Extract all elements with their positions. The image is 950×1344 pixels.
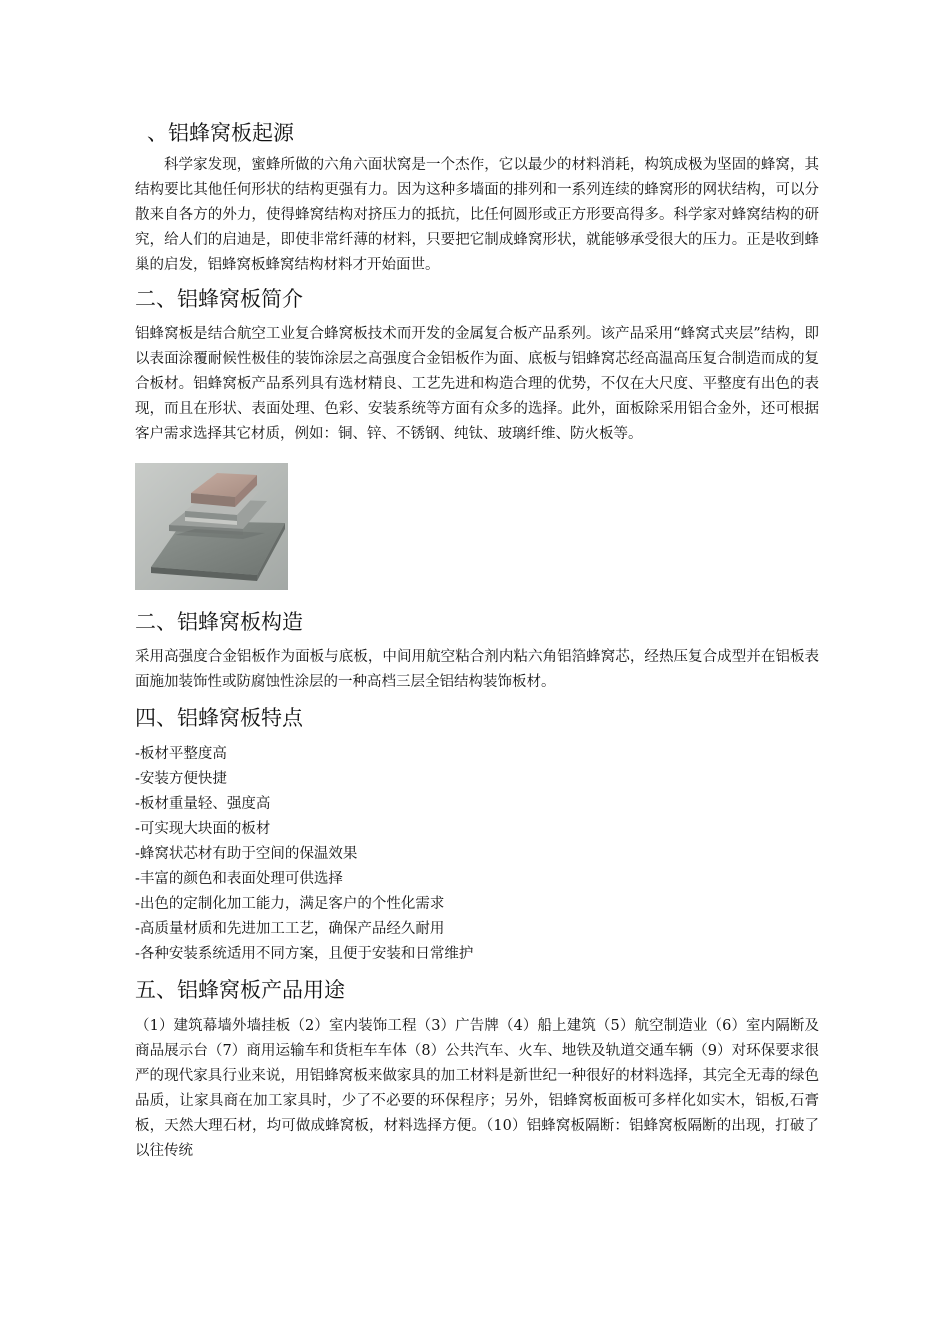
section-paragraph-applications: （1）建筑幕墙外墙挂板（2）室内装饰工程（3）广告牌（4）船上建筑（5）航空制造业（6）室内隔断及商品展示台（7）商用运输车和货柜车车体（8）公共汽车、火车、地铁及轨道交通车辆（9）对环保要求很严的现代家具行业来说，用铝蜂窝板来做家具的加工材料是新世纪一种很好的材料选择，其完全无毒的绿色品质，让家具商在加工家具时，少了不必要的环保程序；另外，铝蜂窝板面板可多样化如实木，铝板,石膏板，天然大理石材，均可做成蜂窝板，材料选择方便。（10）铝蜂窝板隔断：铝蜂窝板隔断的出现，打破了以往传统 — [135, 1018, 819, 1159]
section-paragraph-structure: 采用高强度合金铝板作为面板与底板，中间用航空粘合剂内粘六角铝箔蜂窝芯，经热压复合成型并在铝板表面施加装饰性或防腐蚀性涂层的一种高档三层全铝结构装饰板材。 — [135, 649, 819, 690]
list-item: -丰富的颜色和表面处理可供选择 — [135, 871, 343, 887]
list-item: -可实现大块面的板材 — [135, 821, 271, 837]
list-item: -板材重量轻、强度高 — [135, 796, 271, 812]
section-heading-structure: 二、铝蜂窝板构造 — [135, 610, 303, 634]
list-item: -高质量材质和先进加工工艺，确保产品经久耐用 — [135, 921, 445, 937]
section-heading-applications: 五、铝蜂窝板产品用途 — [135, 978, 345, 1002]
list-item: -安装方便快捷 — [135, 771, 227, 787]
list-item: -出色的定制化加工能力，满足客户的个性化需求 — [135, 896, 445, 912]
section-paragraph-intro: 铝蜂窝板是结合航空工业复合蜂窝板技术而开发的金属复合板产品系列。该产品采用“蜂窝式夹层”结构，即以表面涂覆耐候性极佳的装饰涂层之高强度合金铝板作为面、底板与铝蜂窝芯经高温高压复合制造而成的复合板材。铝蜂窝板产品系列具有选材精良、工艺先进和构造合理的优势，不仅在大尺度、平整度有出色的表现，而且在形状、表面处理、色彩、安装系统等方面有众多的选择。此外，面板除采用铝合金外，还可根据客户需求选择其它材质，例如：铜、锌、不锈钢、纯钛、玻璃纤维、防火板等。 — [135, 326, 819, 442]
feature-list — [135, 742, 819, 967]
panel-sample-photo — [135, 463, 288, 590]
list-item: -蜂窝状芯材有助于空间的保温效果 — [135, 846, 358, 862]
section-heading-origin: 、铝蜂窝板起源 — [147, 121, 294, 145]
section-paragraph-origin: 科学家发现，蜜蜂所做的六角六面状窝是一个杰作，它以最少的材料消耗，构筑成极为坚固的蜂窝，其结构要比其他任何形状的结构更强有力。因为这种多墙面的排列和一系列连续的蜂窝形的网状结构，可以分散来自各方的外力，使得蜂窝结构对挤压力的抵抗，比任何圆形或正方形要高得多。科学家对蜂窝结构的研究，给人们的启迪是，即使非常纤薄的材料，只要把它制成蜂窝形状，就能够承受很大的压力。正是收到蜂巢的启发，铝蜂窝板蜂窝结构材料才开始面世。 — [135, 157, 819, 273]
list-item: -各种安装系统适用不同方案，且便于安装和日常维护 — [135, 946, 474, 962]
list-item: -板材平整度高 — [135, 746, 227, 762]
section-heading-intro: 二、铝蜂窝板简介 — [135, 287, 303, 311]
document-body — [135, 115, 819, 1164]
section-heading-features: 四、铝蜂窝板特点 — [135, 706, 303, 730]
panel-sample-photo-icon — [135, 463, 288, 590]
